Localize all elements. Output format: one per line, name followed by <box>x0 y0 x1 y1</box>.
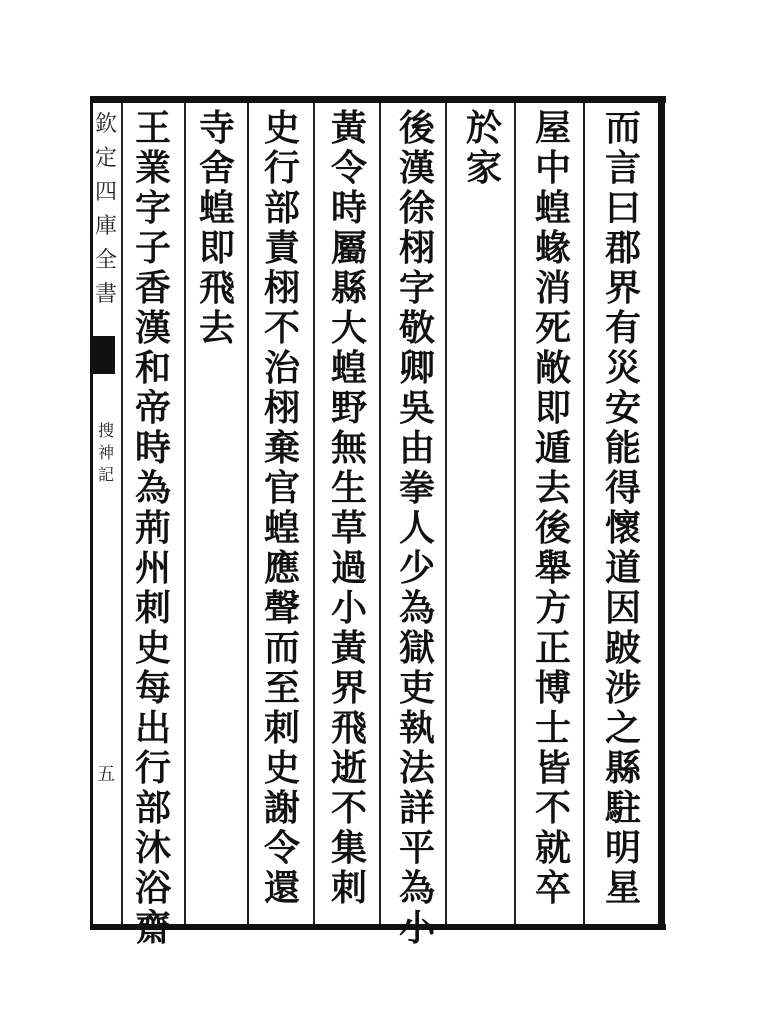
character: 詳 <box>398 787 435 829</box>
character: 卒 <box>534 867 571 909</box>
character: 蝗 <box>263 507 300 549</box>
character: 字 <box>398 267 435 309</box>
character: 至 <box>263 667 300 709</box>
character: 遁 <box>534 427 571 469</box>
character: 和 <box>134 347 171 389</box>
character: 書 <box>94 282 117 307</box>
character: 於 <box>465 107 502 149</box>
character: 家 <box>465 147 502 189</box>
character: 徐 <box>398 187 435 229</box>
character: 舉 <box>534 547 571 589</box>
character: 界 <box>604 267 641 309</box>
character: 懷 <box>604 507 641 549</box>
character: 全 <box>94 248 117 273</box>
character: 四 <box>94 180 117 205</box>
character: 聲 <box>263 587 300 629</box>
character: 生 <box>330 467 367 509</box>
character: 謝 <box>263 787 300 829</box>
column-rule <box>514 103 516 924</box>
character: 得 <box>604 467 641 509</box>
character: 草 <box>330 507 367 549</box>
character: 敞 <box>534 347 571 389</box>
character: 士 <box>534 707 571 749</box>
character: 有 <box>604 307 641 349</box>
character: 欽 <box>94 112 117 137</box>
character: 舍 <box>198 147 235 189</box>
character: 博 <box>534 667 571 709</box>
character: 道 <box>604 547 641 589</box>
character: 逝 <box>330 747 367 789</box>
character: 小 <box>330 587 367 629</box>
character: 之 <box>604 707 641 749</box>
character: 後 <box>398 107 435 149</box>
character: 飛 <box>330 707 367 749</box>
character: 安 <box>604 387 641 429</box>
frame-right-border <box>658 96 665 930</box>
character: 死 <box>534 307 571 349</box>
character: 治 <box>263 347 300 389</box>
character: 部 <box>263 187 300 229</box>
character: 拳 <box>398 467 435 509</box>
character: 蝗 <box>330 347 367 389</box>
character: 史 <box>263 747 300 789</box>
character: 明 <box>604 827 641 869</box>
character: 出 <box>134 707 171 749</box>
character: 跛 <box>604 627 641 669</box>
character: 荊 <box>134 507 171 549</box>
character: 定 <box>94 146 117 171</box>
margin-book-title <box>94 420 118 486</box>
text-column-5 <box>318 108 380 908</box>
character: 能 <box>604 427 641 469</box>
character: 法 <box>398 747 435 789</box>
character: 正 <box>534 627 571 669</box>
character: 人 <box>398 507 435 549</box>
character: 齋 <box>134 907 171 949</box>
character: 應 <box>263 547 300 589</box>
character: 獄 <box>398 627 435 669</box>
character: 而 <box>263 627 300 669</box>
text-column-8 <box>122 108 184 948</box>
character: 縣 <box>604 747 641 789</box>
character: 少 <box>398 547 435 589</box>
margin-page-number: 五 <box>97 764 115 785</box>
character: 栩 <box>398 227 435 269</box>
character: 庫 <box>94 214 117 239</box>
character: 子 <box>134 227 171 269</box>
character: 神 <box>97 443 114 462</box>
character: 為 <box>398 587 435 629</box>
character: 因 <box>604 587 641 629</box>
character: 即 <box>198 227 235 269</box>
character: 還 <box>263 867 300 909</box>
text-column-6 <box>251 108 313 908</box>
character: 駐 <box>604 787 641 829</box>
margin-collection-title <box>93 108 119 312</box>
character: 每 <box>134 667 171 709</box>
character: 災 <box>604 347 641 389</box>
character: 令 <box>263 827 300 869</box>
character: 涉 <box>604 667 641 709</box>
frame-top-border <box>92 96 666 103</box>
character: 吏 <box>398 667 435 709</box>
character: 州 <box>134 547 171 589</box>
character: 栩 <box>263 387 300 429</box>
character: 沐 <box>134 827 171 869</box>
character: 不 <box>263 307 300 349</box>
character: 集 <box>330 827 367 869</box>
text-column-7 <box>186 108 248 348</box>
character: 刺 <box>330 867 367 909</box>
character: 敬 <box>398 307 435 349</box>
character: 蝗 <box>198 187 235 229</box>
character: 屋 <box>534 107 571 149</box>
character: 字 <box>134 187 171 229</box>
character: 屬 <box>330 227 367 269</box>
character: 黃 <box>330 107 367 149</box>
character: 執 <box>398 707 435 749</box>
text-column-3 <box>453 108 515 188</box>
character: 棄 <box>263 427 300 469</box>
character: 曰 <box>604 187 641 229</box>
character: 無 <box>330 427 367 469</box>
character: 不 <box>330 787 367 829</box>
character: 栩 <box>263 267 300 309</box>
character: 消 <box>534 267 571 309</box>
character: 中 <box>534 147 571 189</box>
character: 為 <box>398 867 435 909</box>
text-column-2 <box>522 108 584 908</box>
character: 為 <box>134 467 171 509</box>
character: 史 <box>263 107 300 149</box>
character: 黃 <box>330 627 367 669</box>
character: 寺 <box>198 107 235 149</box>
character: 界 <box>330 667 367 709</box>
character: 帝 <box>134 387 171 429</box>
character: 漢 <box>398 147 435 189</box>
character: 蝗 <box>534 187 571 229</box>
character: 浴 <box>134 867 171 909</box>
fishtail-mark <box>93 336 115 374</box>
character: 業 <box>134 147 171 189</box>
character: 搜 <box>97 421 114 440</box>
character: 刺 <box>134 587 171 629</box>
character: 野 <box>330 387 367 429</box>
character: 平 <box>398 827 435 869</box>
character: 後 <box>534 507 571 549</box>
character: 就 <box>534 827 571 869</box>
character: 過 <box>330 547 367 589</box>
character: 去 <box>534 467 571 509</box>
character: 星 <box>604 867 641 909</box>
character: 方 <box>534 587 571 629</box>
character: 王 <box>134 107 171 149</box>
character: 行 <box>263 147 300 189</box>
character: 不 <box>534 787 571 829</box>
character: 由 <box>398 427 435 469</box>
character: 大 <box>330 307 367 349</box>
character: 吳 <box>398 387 435 429</box>
character: 而 <box>604 107 641 149</box>
column-rule <box>313 103 315 924</box>
character: 刺 <box>263 707 300 749</box>
text-column-4 <box>386 108 448 948</box>
character: 去 <box>198 307 235 349</box>
character: 卿 <box>398 347 435 389</box>
character: 官 <box>263 467 300 509</box>
character: 即 <box>534 387 571 429</box>
character: 言 <box>604 147 641 189</box>
character: 香 <box>134 267 171 309</box>
character: 記 <box>97 465 114 484</box>
character: 時 <box>134 427 171 469</box>
character: 史 <box>134 627 171 669</box>
character: 小 <box>398 907 435 949</box>
character: 令 <box>330 147 367 189</box>
character: 漢 <box>134 307 171 349</box>
character: 部 <box>134 787 171 829</box>
character: 時 <box>330 187 367 229</box>
character: 蝝 <box>534 227 571 269</box>
character: 飛 <box>198 267 235 309</box>
character: 郡 <box>604 227 641 269</box>
character: 皆 <box>534 747 571 789</box>
character: 行 <box>134 747 171 789</box>
character: 縣 <box>330 267 367 309</box>
text-column-1 <box>592 108 654 908</box>
character: 責 <box>263 227 300 269</box>
